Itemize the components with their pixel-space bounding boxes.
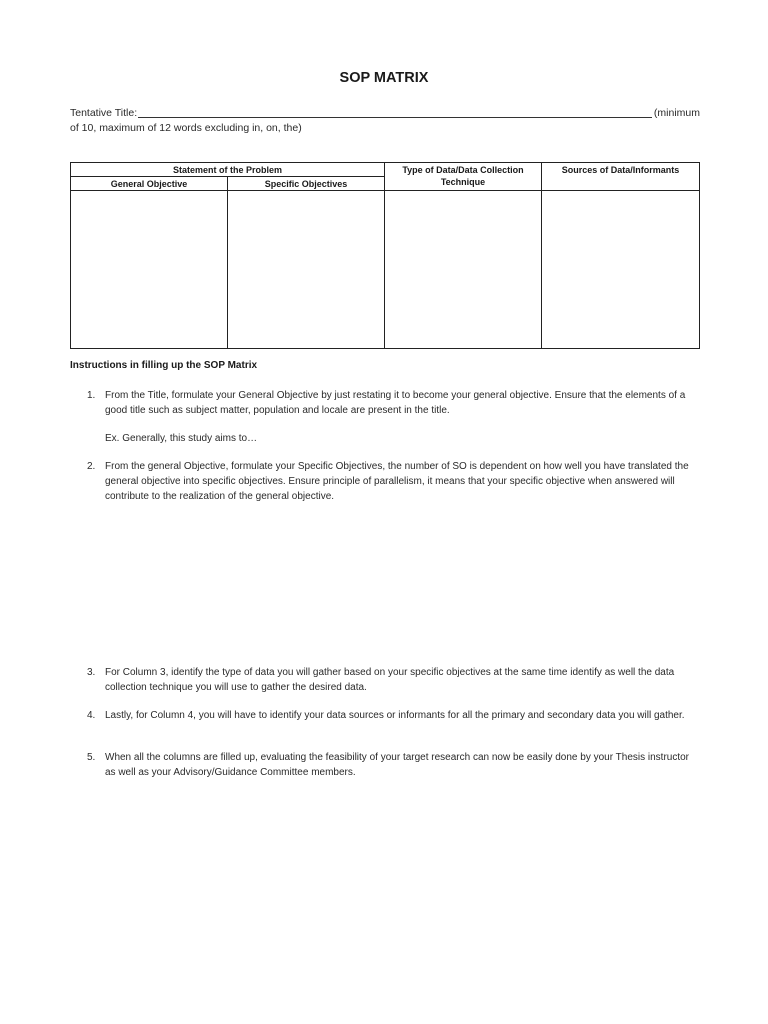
page-title: SOP MATRIX	[339, 70, 429, 86]
header-statement-of-problem: Statement of the Problem	[71, 163, 385, 177]
list-item-number: 2.	[87, 461, 96, 472]
tentative-title-note: of 10, maximum of 12 words excluding in, on, the)	[70, 122, 302, 134]
list-item-text: From the general Objective, formulate your Specific Objectives, the number of SO is dependent on how well you have translated the general objective into specific objectives. Ensure principle of parallelism, it means that your specific objective when answered will contribute to the realization of the general objective.	[105, 461, 689, 502]
tentative-title-blank	[138, 107, 652, 118]
list-item	[87, 750, 702, 780]
header-sources-of-data: Sources of Data/Informants	[542, 163, 700, 191]
list-item-text: From the Title, formulate your General Objective by just restating it to become your general objective. Ensure that the elements of a good title such as subject matter, population and locale are present in the title.	[105, 390, 686, 416]
list-item-number: 3.	[87, 667, 96, 678]
list-item-number: 1.	[87, 390, 96, 401]
cell-sources-of-data[interactable]	[542, 191, 700, 349]
list-item	[87, 708, 702, 723]
cell-specific-objectives[interactable]	[228, 191, 385, 349]
list-item	[87, 459, 702, 504]
table-row	[71, 191, 700, 349]
list-item-text: For Column 3, identify the type of data you will gather based on your specific objectives at the same time identify as well the data collection technique you will use to gather the desired data.	[105, 667, 675, 693]
header-type-of-data: Type of Data/Data Collection Technique	[385, 163, 542, 191]
header-general-objective: General Objective	[71, 177, 228, 191]
tentative-title-suffix: (minimum	[653, 107, 700, 119]
list-item-text: Lastly, for Column 4, you will have to identify your data sources or informants for all the primary and secondary data you will gather.	[105, 710, 685, 721]
tentative-title-field	[70, 106, 700, 136]
sop-matrix-table	[70, 162, 700, 349]
list-item-text: When all the columns are filled up, evaluating the feasibility of your target research can now be easily done by your Thesis instructor as well as your Advisory/Guidance Committee members.	[105, 752, 690, 778]
header-specific-objectives: Specific Objectives	[228, 177, 385, 191]
tentative-title-label: Tentative Title:	[70, 107, 138, 119]
table-header-row	[71, 163, 700, 177]
cell-type-of-data[interactable]	[385, 191, 542, 349]
list-item-number: 4.	[87, 710, 96, 721]
tentative-title-line	[70, 106, 700, 121]
cell-general-objective[interactable]	[71, 191, 228, 349]
list-item	[87, 665, 702, 695]
example-text: Ex. Generally, this study aims to…	[105, 433, 258, 444]
list-item-number: 5.	[87, 752, 96, 763]
list-item	[87, 388, 702, 418]
instructions-heading: Instructions in filling up the SOP Matrix	[70, 360, 258, 371]
